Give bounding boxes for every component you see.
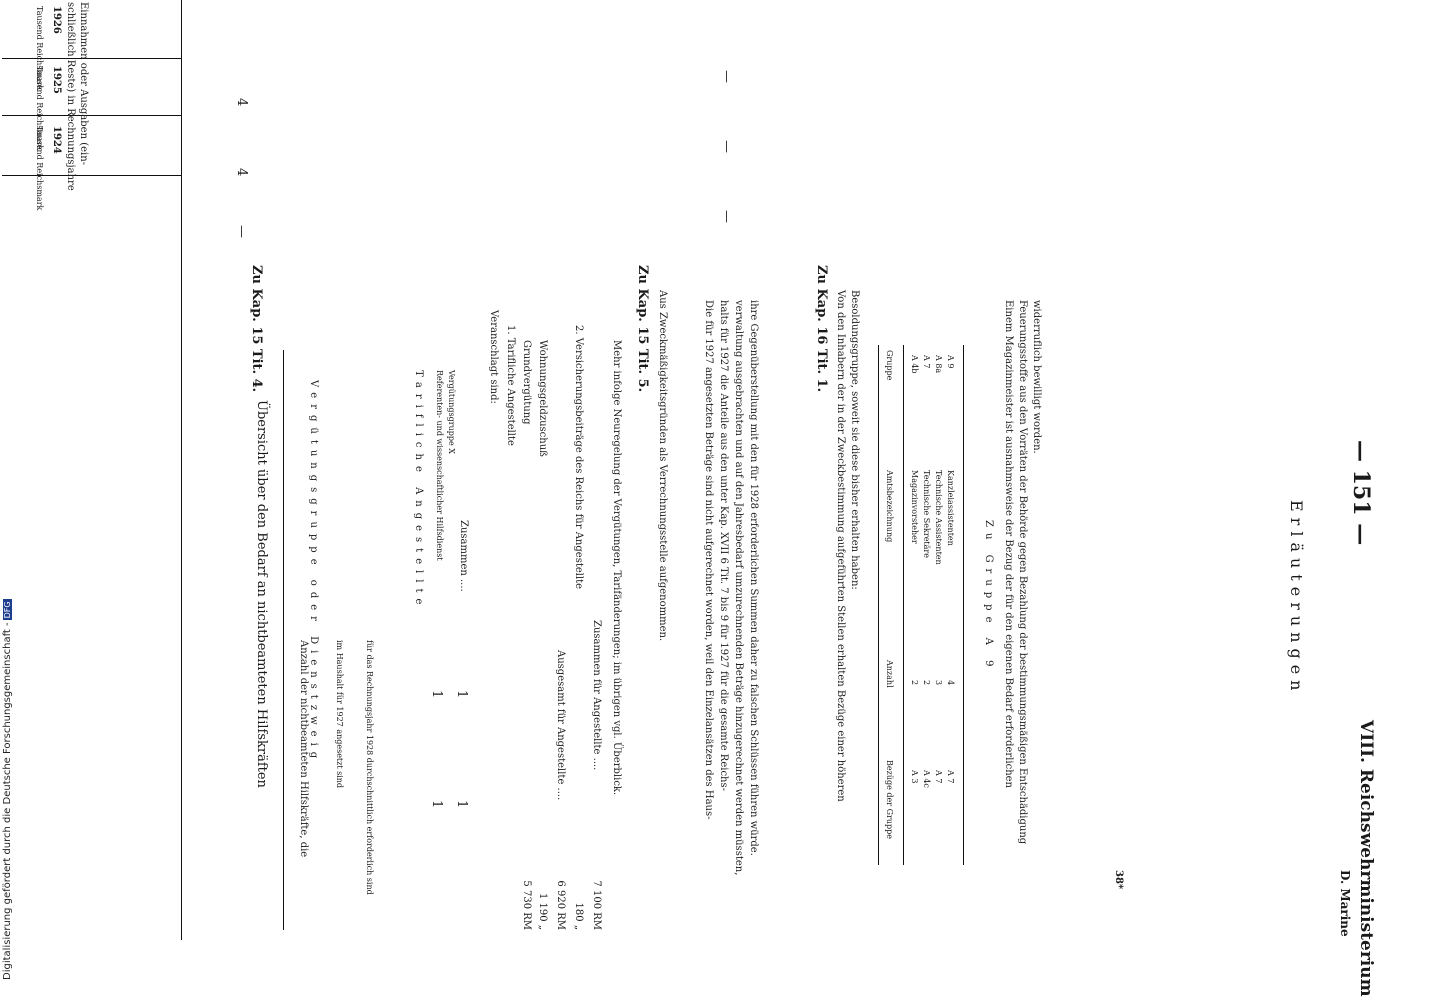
- row1-1924-value: —: [234, 225, 249, 238]
- year-1926: 1926: [51, 6, 62, 34]
- grund-label: Grundvergütung: [521, 340, 532, 425]
- amount-heading-line1: Einnahmen oder Ausgaben (ein-: [78, 2, 89, 166]
- gruppe-a9-line3: widerruflich bewilligt worden.: [1031, 300, 1042, 454]
- row1-1926-value: 4: [234, 98, 249, 107]
- kap16-col-bezuege: Bezüge der Gruppe: [885, 760, 894, 839]
- table-head-count: Anzahl der nichtbeamteten Hilfskräfte, die: [298, 640, 309, 858]
- column-rule-3: [2, 175, 182, 176]
- paragraph-line3: verwaltung ausgebrachten und auf den Jahresbedarf umzurechnenden Beträge hinzugerechnet werden müssten,: [733, 300, 744, 876]
- kap15-tit4-subheading: Übersicht über den Bedarf an nichtbeamteten Hilfskräften: [254, 400, 269, 788]
- kap16-row2-gruppe: A 7: [922, 355, 931, 369]
- kap16-text-line1: Von den Inhabern der in der Zweckbestimmung aufgeführten Stellen erhalten Bezüge einer höheren: [835, 290, 846, 802]
- kap16-row1-anzahl: 2: [910, 680, 919, 686]
- gruppe-a9-heading: Zu Gruppe A 9: [983, 520, 994, 673]
- paragraph-line1: Die für 1927 angesetzten Beträge sind nicht aufgerechnet worden, weil den Einzelansätzen des Haus-: [703, 300, 714, 820]
- kap16-col-anzahl: Anzahl: [885, 660, 894, 688]
- table-col-b: für das Rechnungsjahr 1928 durchschnittlich erforderlich sind: [365, 640, 374, 895]
- gruppe-a9-line1: Einem Magazinmeister ist ausnahmsweise der Bezug der für den eigenen Bedarf erforderlichen: [1003, 300, 1014, 788]
- footer-text: [2, 600, 13, 980]
- kap16-table-head-rule: [903, 345, 904, 865]
- kap16-row1-amt: Magazinvorsteher: [910, 470, 919, 544]
- item2-value: 180 „: [573, 902, 584, 930]
- table-top-rule: [283, 350, 284, 930]
- kap16-row4-bezuege: A 7: [946, 770, 955, 784]
- ausgesamt-value: 6 920 RM: [555, 880, 566, 930]
- table-col-a: im Haushalt für 1927 angesetzt sind: [335, 640, 344, 789]
- table-row-label2: Vergütungsgruppe X: [447, 370, 456, 454]
- kap16-col-amt: Amtsbezeichnung: [885, 470, 894, 543]
- kap16-tit1-heading: Zu Kap. 16 Tit. 1.: [814, 265, 829, 393]
- row1-1925-value: 4: [234, 168, 249, 177]
- kap15-tit5-heading: Zu Kap. 15 Tit. 5.: [635, 265, 650, 393]
- ausgesamt-label: Ausgesamt für Angestellte ....: [555, 650, 566, 801]
- kap16-col-gruppe: Gruppe: [885, 350, 894, 381]
- row2-1925-value: —: [719, 140, 734, 153]
- year-1924: 1924: [51, 126, 62, 154]
- kap16-row3-bezuege: A 7: [934, 770, 943, 784]
- year-1925: 1925: [51, 66, 62, 94]
- kap16-row1-gruppe: A 4b: [910, 355, 919, 374]
- footer-strip: [0, 0, 20, 1000]
- table-row-label1: Referenten- und wissenschaftlicher Hilfsdienst: [435, 370, 444, 561]
- table-sum-value-a: 1: [454, 690, 469, 699]
- section-heading: Erläuterungen: [1287, 500, 1306, 697]
- kap16-table-bottom: [963, 345, 964, 865]
- table-row-value-a: 1: [429, 690, 444, 699]
- table-row-section: Tarifliche Angestellte: [413, 370, 424, 611]
- unit-1925: Tausend Reichsmark: [35, 66, 44, 151]
- kap15-tit4-heading: Zu Kap. 15 Tit. 4.: [249, 265, 264, 393]
- veranschlagt-intro: Veranschlagt sind:: [488, 310, 499, 404]
- wohn-label: Wohnungsgeldzuschuß: [537, 340, 548, 457]
- row2-1924-value: —: [719, 210, 734, 223]
- unit-1926: Tausend Reichsmark: [35, 6, 44, 91]
- column-rule-2: [2, 115, 182, 116]
- table-head-group: Vergütungsgruppe oder Dienstzweig: [308, 380, 319, 765]
- kap16-row3-gruppe: A 8a: [934, 355, 943, 374]
- chapter-title: VIII. Reichswehrministerium: [1356, 720, 1376, 997]
- mehr-text: Mehr infolge Neuregelung der Vergütungen, Tarifänderungen; im übrigen vgl. Überblick.: [611, 340, 622, 796]
- signature-mark: 38*: [1113, 870, 1124, 890]
- gruppe-a9-line2: Feuerungsstoffe aus den Vorräten der Behörde gegen Bezahlung der bestimmungsmäßigen Entschädigung: [1017, 300, 1028, 845]
- wohn-value: 1 190 „: [537, 893, 548, 930]
- footer-credit: Digitalisierung gefördert durch die Deutsche Forschungsgemeinschaft -: [2, 622, 13, 980]
- unit-1924: Tausend Reichsmark: [35, 126, 44, 211]
- column-rule-1: [2, 58, 182, 59]
- grund-value: 5 730 RM: [521, 880, 532, 930]
- amount-heading-line2: schließlich Reste) in Rechnungsjahre: [65, 2, 76, 191]
- kap16-row4-gruppe: A 9: [946, 355, 955, 369]
- kap16-row2-bezuege: A 4c: [922, 770, 931, 788]
- zusammen-value: 7 100 RM: [591, 880, 602, 930]
- paragraph-line2: halts für 1927 die Anteile aus den unter Kap. XVII 6 Tit. 7 bis 9 für 1927 für die gesamte Reichs-: [718, 300, 729, 791]
- kap16-row3-anzahl: 3: [934, 680, 943, 686]
- veranschlagt-item2: 2. Versicherungsbeiträge des Reichs für Angestellte: [573, 325, 584, 590]
- kap16-row3-amt: Technische Assistenten: [934, 470, 943, 565]
- kap16-table-top: [878, 345, 879, 865]
- kap16-row2-amt: Technische Sekretäre: [922, 470, 931, 558]
- zusammen-label: Zusammen für Angestellte ....: [591, 620, 602, 771]
- veranschlagt-item1: 1. Tarifliche Angestellte: [505, 325, 516, 446]
- column-divider: [181, 0, 182, 940]
- table-sum-label: Zusammen ....: [458, 520, 469, 592]
- table-sum-value-b: 1: [454, 800, 469, 809]
- kap16-row1-bezuege: A 3: [910, 770, 919, 784]
- kap16-text-line2: Besoldungsgruppe, soweit sie diese bisher erhalten haben:: [849, 290, 860, 590]
- section-title: D. Marine: [1338, 870, 1352, 937]
- dfg-logo: DFG: [3, 601, 12, 619]
- kap16-row4-amt: Kanzleiassistenten: [946, 470, 955, 546]
- kap16-row4-anzahl: 4: [946, 680, 955, 686]
- kap16-row2-anzahl: 2: [922, 680, 931, 686]
- paragraph-line4: ihre Gegenüberstellung mit den für 1928 erforderlichen Summen daher zu falschen Schlüssen führen würde.: [748, 300, 759, 856]
- row2-1926-value: —: [719, 70, 734, 83]
- page-number: — 151 —: [1348, 440, 1374, 546]
- kap15-tit5-text: Aus Zweckmäßigkeitsgründen als Verrechnungsstelle aufgenommen.: [657, 290, 668, 642]
- table-row-value-b: 1: [429, 800, 444, 809]
